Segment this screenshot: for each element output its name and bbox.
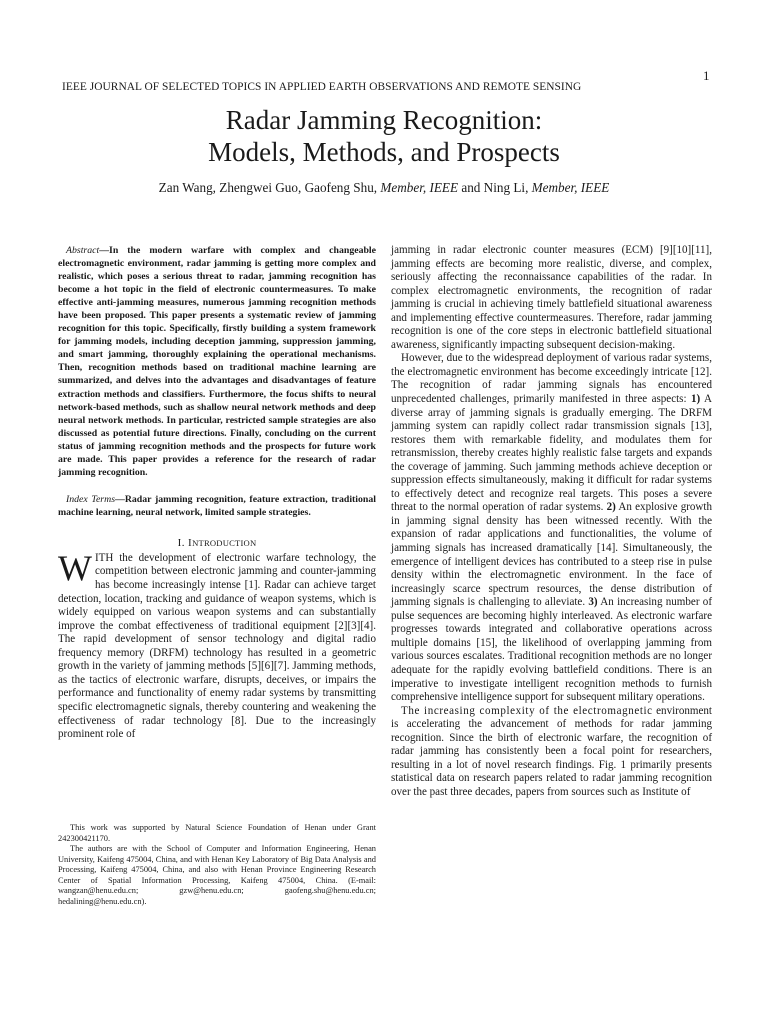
challenge-1: A diverse array of jamming signals is gradually emerging. The DRFM jamming system can rapidly collect radar transmission signals [13], restores them with remarkable fidelity, and modulates them for retransmission, thereby creates highly realistic false targets and expands the coverage of jamming. Such jamming methods achieve deception or suppression effects simultaneously, making it difficult for radar systems to effectively detect and recognize real targets. This poses a severe threat to the normal operation of radar systems. [391, 393, 712, 514]
title-line-1: Radar Jamming Recognition: [225, 105, 543, 135]
paragraph-challenges [391, 352, 712, 704]
index-terms [58, 493, 376, 519]
statistics-text: environment is accelerating the advancement of methods for radar jamming recognition. Since the birth of electronic warfare, the recognition of radar jamming has consistently been a focal point for researchers, resulting in a lot of novel research findings. Fig. 1 primarily presents statistical data on research papers related to radar jamming recognition over the past three decades, papers from sources such as Institute of [391, 704, 712, 798]
statistics-lead: The increasing complexity of the electromagnetic [401, 704, 653, 717]
authors-names-last: and Ning Li, [458, 180, 532, 195]
drop-cap: W [58, 547, 92, 588]
author-list [0, 180, 768, 196]
enum-2: 2) [606, 501, 616, 514]
index-terms-label: Index Terms [66, 493, 116, 505]
section-numeral: I. [177, 536, 189, 549]
paper-title [0, 104, 768, 168]
intro-paragraph [58, 547, 376, 742]
footnote-affiliation: The authors are with the School of Computer and Information Engineering, Henan University, Kaifeng 475004, China, and with Henan Key Laboratory of Big Data Analysis and Processing, Kaifeng 475004, China, and also with Henan Province Engineering Research Center of Spatial Information Processing, Kaifeng 475004, China. (E-mail: wangzan@henu.edu.cn; gzw@henu.edu.cn; gaofeng.shu@henu.edu.cn; hedalining@henu.edu.cn). [58, 844, 376, 906]
enum-3: 3) [588, 596, 598, 609]
section-title-initial: I [188, 536, 193, 549]
intro-text: ITH the development of electronic warfare technology, the competition between electronic jamming and counter-jamming has become increasingly intense [1]. Radar can achieve target detection, location, tracking and guidance of weapon systems, which is widely equipped on various weapon systems and can substantially improve the combat effectiveness of traditional equipment [2][3][4]. The rapid development of sensor technology and digital radio frequency memory (DRFM) technology has resulted in a geometric growth in the variety of jamming methods [5][6][7]. Jamming methods, as the tactics of electronic warfare, disrupts, deceives, or impairs the performance and functionality of enemy radar systems by transmitting specific electromagnetic signals, thereby countering and weakening the effectiveness of radar technology [8]. Due to the increasingly prominent role of [58, 551, 376, 741]
left-column [58, 244, 376, 742]
challenge-3: An increasing number of pulse sequences are becoming highly interleaved. As electronic warfare progresses towards integrated and collaborative operations across multiple domains [15], the likelihood of overlapping jamming from various sources escalates. Traditional recognition methods are no longer adequate for the rapidly evolving battlefield conditions. There is an imperative to investigate intelligent recognition methods to furnish comprehensive intelligence support for subsequent military operations. [391, 596, 712, 704]
right-column [391, 244, 712, 799]
authors-names: Zan Wang, Zhengwei Guo, Gaofeng Shu, [158, 180, 381, 195]
section-title-rest: NTRODUCTION [192, 537, 257, 548]
challenge-2: An explosive growth in jamming signal density has been witnessed recently. With the expansion of radar applications and functionalities, the volume of jamming signals has increased dramatically [14]. Simultaneously, the emergence of intelligent devices has contributed to a steep rise in pulse density within the electromagnetic environment. In the face of increasingly scarce spectrum resources, the dense distribution of jamming signals is challenging to alleviate. [391, 501, 712, 609]
paragraph-continuation: jamming in radar electronic counter measures (ECM) [9][10][11], jamming effects are becoming more realistic, diverse, and complex, seriously affecting the reconnaissance capabilities of the radar. In complex electromagnetic environments, the recognition of radar jamming is crucial in achieving timely battlefield situational awareness and implementing effective countermeasures. Therefore, radar jamming recognition is one of the core steps in electronic battlefield situational awareness, significantly impacting subsequent decision-making. [391, 244, 712, 351]
index-terms-text: —Radar jamming recognition, feature extraction, traditional machine learning, neural network, limited sample strategies. [58, 493, 376, 518]
title-line-2: Models, Methods, and Prospects [208, 137, 560, 167]
footnote-funding: This work was supported by Natural Science Foundation of Henan under Grant 242300421170. [58, 823, 376, 843]
abstract-text: —In the modern warfare with complex and changeable electromagnetic environment, radar jamming is getting more complex and realistic, which poses a serious threat to radar, jamming recognition has become a hot topic in the field of electronic countermeasures. To make effective anti-jamming measures, numerous jamming recognition methods have been proposed. This paper presents a systematic review of jamming recognition for this topic. Specifically, firstly building a system framework for jamming models, including deception jamming, suppression jamming, and smart jamming, thoroughly explaining the operational mechanisms. Then, recognition methods based on traditional machine learning are summarized, and delves into the advantages and disadvantages of feature extraction methods and classifiers. Furthermore, the focus shifts to neural network-based methods, such as shallow neural network methods and deep neural network methods. In particular, restricted sample strategies are also discussed as potential future directions. Finally, concluding on the current status of jamming recognition methods and the prospects for future work are made. This paper provides a reference for the research of radar jamming recognition. [58, 245, 376, 478]
enum-1: 1) [690, 393, 701, 406]
abstract [58, 244, 376, 479]
author-membership-last: Member, IEEE [531, 180, 610, 195]
paragraph-statistics [391, 705, 712, 800]
abstract-label: Abstract [66, 245, 100, 256]
author-membership: Member, IEEE [380, 180, 459, 195]
challenges-intro: However, due to the widespread deployment of various radar systems, the electromagnetic environment has become exceedingly intricate [12]. The recognition of radar jamming signals has encountered unprecedented challenges, primarily manifested in three aspects: [391, 352, 712, 406]
journal-header: IEEE JOURNAL OF SELECTED TOPICS IN APPLIED EARTH OBSERVATIONS AND REMOTE SENSING [62, 81, 582, 93]
page-number: 1 [703, 68, 710, 83]
footnotes [58, 823, 376, 907]
section-heading-introduction [58, 537, 376, 549]
